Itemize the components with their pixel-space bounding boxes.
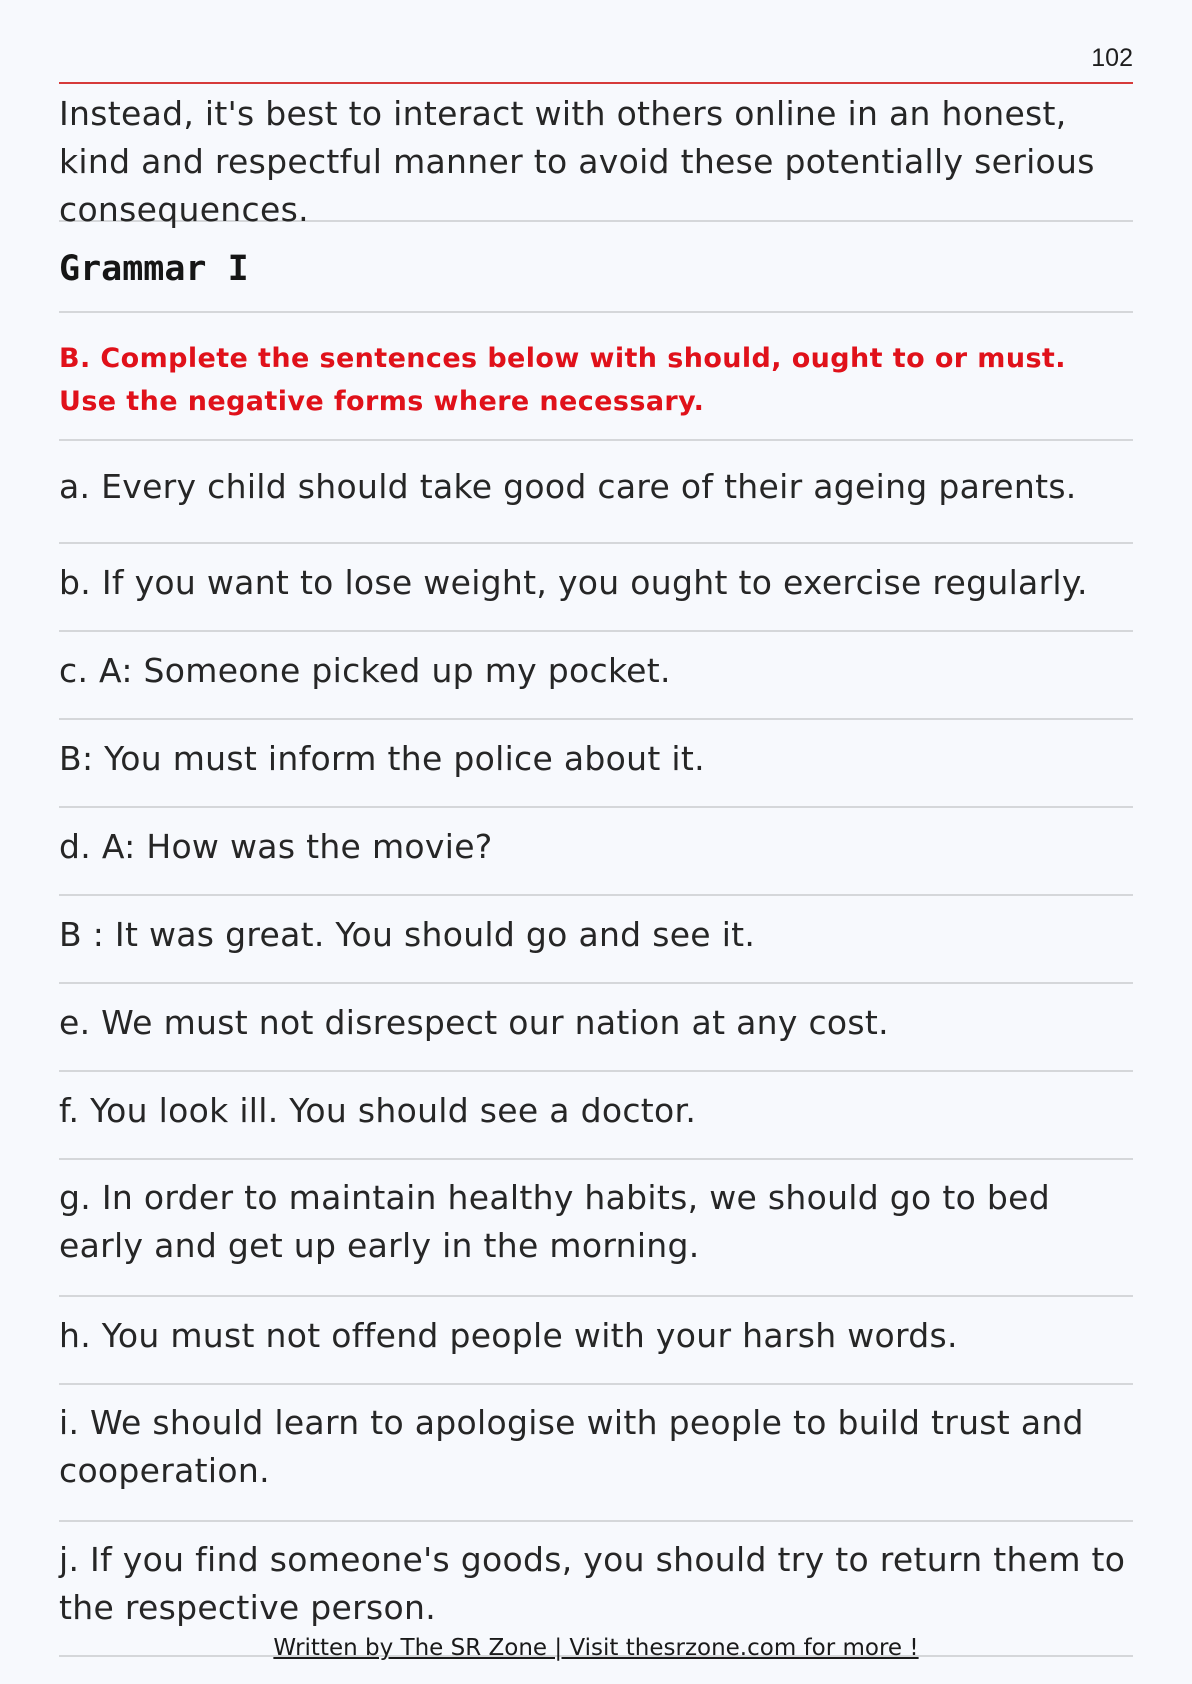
exercise-instruction: B. Complete the sentences below with should, ought to or must. Use the negative forms where necessary.: [59, 313, 1133, 441]
exercise-item-h: h. You must not offend people with your harsh words.: [59, 1297, 1133, 1385]
section-heading: Grammar I: [59, 222, 1133, 313]
exercise-item-i: i. We should learn to apologise with people to build trust and cooperation.: [59, 1385, 1133, 1522]
exercise-item-d-b: B : It was great. You should go and see it.: [59, 896, 1133, 984]
exercise-item-g: g. In order to maintain healthy habits, we should go to bed early and get up early in the morning.: [59, 1160, 1133, 1297]
exercise-item-c-b: B: You must inform the police about it.: [59, 720, 1133, 808]
exercise-item-e: e. We must not disrespect our nation at any cost.: [59, 984, 1133, 1072]
exercise-item-c-a: c. A: Someone picked up my pocket.: [59, 632, 1133, 720]
exercise-item-f: f. You look ill. You should see a doctor.: [59, 1072, 1133, 1160]
exercise-item-d-a: d. A: How was the movie?: [59, 808, 1133, 896]
intro-paragraph: Instead, it's best to interact with others online in an honest, kind and respectful manner to avoid these potentially serious consequences.: [59, 84, 1133, 222]
exercise-item-a: a. Every child should take good care of their ageing parents.: [59, 441, 1133, 544]
page-number: 102: [1091, 44, 1133, 72]
exercise-item-j: j. If you find someone's goods, you should try to return them to the respective person.: [59, 1540, 1126, 1627]
footer: [0, 1635, 1192, 1661]
page-content: [59, 84, 1133, 1658]
footer-link[interactable]: Written by The SR Zone | Visit thesrzone.com for more !: [273, 1635, 919, 1661]
exercise-item-b: b. If you want to lose weight, you ought to exercise regularly.: [59, 544, 1133, 632]
